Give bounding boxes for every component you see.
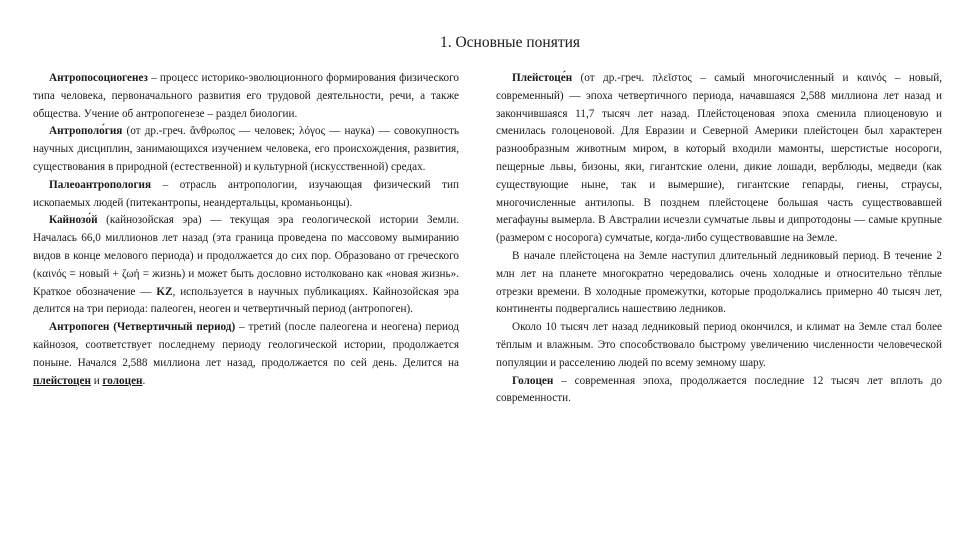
paragraph-anthropogene: Антропоген (Четвертичный период) – третий (после палеогена и неогена) период кайнозоя, соответствует последнему периоду геологической истории, продолжается поныне. Начался 2,588 миллиона лет назад, продолжается по сей день. Делится на плейстоцен и голоцен. xyxy=(33,321,459,387)
term-anthroposociogenesis: Антропосоциогенез xyxy=(49,72,148,84)
left-column xyxy=(33,70,459,390)
paragraph-holocene: Голоцен – современная эпоха, продолжается последние 12 тысяч лет вплоть до современности. xyxy=(496,374,942,405)
term-holocene: Голоцен xyxy=(512,374,554,387)
link-holocene[interactable]: голоцен xyxy=(102,374,143,387)
term-pleistocene: Плейстоце́н xyxy=(512,72,573,84)
term-anthropogene: Антропоген (Четвертичный период) xyxy=(49,321,236,334)
term-paleoanthropology: Палеоантропология xyxy=(49,178,152,191)
page-title: 1. Основные понятия xyxy=(439,34,581,51)
paragraph-end-glacial: Около 10 тысяч лет назад ледниковый период окончился, и климат на Земле стал более тёплым и влажным. Это способствовало быстрому увеличению численности человеческой популяции и расселению людей по всему земному шару. xyxy=(496,321,942,369)
paragraph-paleoanthropology: Палеоантропология – отрасль антропологии, изучающая физический тип ископаемых людей (питекантропы, неандертальцы, кроманьонцы). xyxy=(33,178,459,209)
term-cenozoic: Кайнозо́й xyxy=(49,214,98,227)
right-column xyxy=(496,70,942,408)
paragraph-cenozoic: Кайнозо́й (кайнозойская эра) — текущая эра геологической истории Земли. Началась 66,0 миллионов лет назад (эта граница проведена по массовому вымиранию видов в конце мелового периода) и продолжается до сих пор. Образовано от греческого (καινός = новый + ζωή = жизнь) и может быть дословно истолковано как «новая жизнь». Краткое обозначение — KZ, используется в научных публикациях. Кайнозойская эра делится на три периода: палеоген, неоген и четвертичный период (антропоген). xyxy=(33,214,459,316)
abbr-kz: KZ xyxy=(156,285,173,298)
link-pleistocene[interactable]: плейстоцен xyxy=(33,374,91,387)
paragraph-anthroposociogenesis: Антропосоциогенез – процесс историко-эволюционного формирования физического типа человека, первоначального развития его трудовой деятельности, речи, а также общества. Учение об антропогенезе – раздел биологии. xyxy=(33,72,459,120)
paragraph-anthropology: Антрополо́гия (от др.-греч. ἄνθρωπος — человек; λόγος — наука) — совокупность научных дисциплин, занимающихся изучением человека, его происхождения, развития, существования в природной (естественной) и культурной (искусственной) средах. xyxy=(33,125,459,173)
term-anthropology: Антрополо́гия xyxy=(49,125,123,138)
paragraph-glacial-period: В начале плейстоцена на Земле наступил длительный ледниковый период. В течение 2 млн лет на планете многократно чередовались очень холодные и относительно тёплые отрезки времени. В холодные промежутки, которые продолжались примерно 40 тысяч лет, континенты подвергались нашествию ледников. xyxy=(496,249,942,316)
paragraph-pleistocene: Плейстоце́н (от др.-греч. πλεῖστος – самый многочисленный и καινός – новый, современный) — эпоха четвертичного периода, начавшаяся 2,588 миллиона лет назад и закончившаяся 11,7 тысяч лет назад. Плейстоценовая эпоха сменила плиоценовую и сменилась голоценовой. Для Евразии и Северной Америки плейстоцен был характерен разнообразным животным миром, в который входили мамонты, шерстистые носороги, пещерные львы, бизоны, яки, гигантские олени, дикие лошади, верблюды, медведи (как существующие ныне, так и вымершие), гигантские гепарды, гиены, страусы, многочисленные антилопы. В позднем плейстоцене большая часть существовавшей мегафауны вымерла. В Австралии исчезли сумчатые львы и дипротодоны — самые крупные (размером с носорога) сумчатые, когда-либо существовавшие на Земле. xyxy=(496,72,942,245)
